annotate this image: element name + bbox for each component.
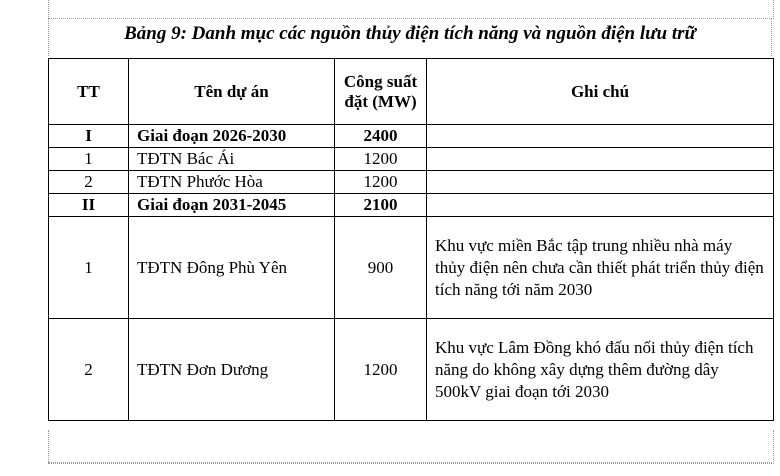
table-row [49, 194, 774, 217]
table-caption: Bảng 9: Danh mục các nguồn thủy điện tích năng và nguồn điện lưu trữ [48, 18, 772, 56]
cell-note [427, 171, 774, 194]
cell-name: TĐTN Bác Ái [129, 148, 335, 171]
cell-name: Giai đoạn 2026-2030 [129, 125, 335, 148]
cell-note: Khu vực miền Bắc tập trung nhiều nhà máy thủy điện nên chưa cần thiết phát triển thủy điện tích năng tới năm 2030 [427, 217, 774, 319]
header-tt: TT [49, 59, 129, 125]
cell-capacity: 2400 [335, 125, 427, 148]
cell-tt: 2 [49, 319, 129, 421]
table-row [49, 171, 774, 194]
cell-capacity: 1200 [335, 148, 427, 171]
page-guide-top [48, 0, 774, 19]
cell-name: TĐTN Phước Hòa [129, 171, 335, 194]
table-row [49, 125, 774, 148]
cell-name: TĐTN Đơn Dương [129, 319, 335, 421]
cell-tt: 1 [49, 148, 129, 171]
cell-capacity: 1200 [335, 319, 427, 421]
table-row [49, 319, 774, 421]
cell-note [427, 194, 774, 217]
table-row [49, 148, 774, 171]
cell-capacity: 900 [335, 217, 427, 319]
cell-capacity: 1200 [335, 171, 427, 194]
cell-name: TĐTN Đông Phù Yên [129, 217, 335, 319]
page-guide-line [48, 462, 772, 463]
cell-tt: I [49, 125, 129, 148]
header-note: Ghi chú [427, 59, 774, 125]
cell-tt: II [49, 194, 129, 217]
header-name: Tên dự án [129, 59, 335, 125]
page-guide-bottom [48, 430, 774, 464]
cell-tt: 2 [49, 171, 129, 194]
cell-tt: 1 [49, 217, 129, 319]
header-row [49, 59, 774, 125]
cell-capacity: 2100 [335, 194, 427, 217]
cell-note: Khu vực Lâm Đồng khó đấu nối thủy điện tích năng do không xây dựng thêm đường dây 500kV giai đoạn tới 2030 [427, 319, 774, 421]
cell-note [427, 125, 774, 148]
table-row [49, 217, 774, 319]
cell-name: Giai đoạn 2031-2045 [129, 194, 335, 217]
cell-note [427, 148, 774, 171]
pumped-storage-table [48, 58, 774, 421]
header-capacity: Công suất đặt (MW) [335, 59, 427, 125]
